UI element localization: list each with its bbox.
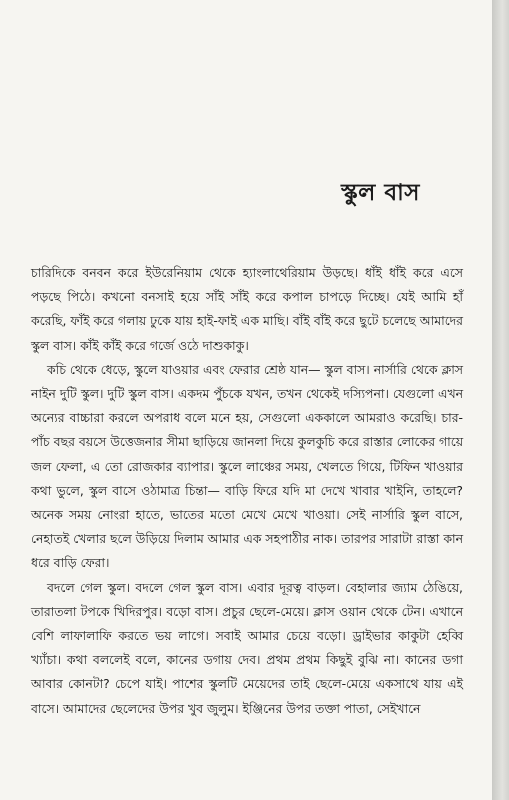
page-edge-shadow — [492, 0, 509, 800]
paragraph-1: চারিদিকে বনবন করে ইউরেনিয়াম থেকে হ্যাংলাথেরিয়াম উড়ছে। ধাঁই ধাঁই করে এসে পড়ছে পিঠে। কখনো বনসাই হয়ে সাঁই সাঁই করে কপাল চাপড়ে দিচ্ছে। যেই আমি হাঁ করেছি, ফাঁই করে গলায় ঢুকে যায় হাই-ফাই এক মাছি। বাঁই বাঁই করে ছুটে চলেছে আমাদের স্কুল বাস। কাঁই কাঁই করে গর্জে ওঠে দাশুকাকু। — [31, 265, 463, 353]
chapter-body — [31, 261, 463, 721]
paragraph-3: বদলে গেল স্কুল। বদলে গেল স্কুল বাস। এবার দূরত্ব বাড়ল। বেহালার জ্যাম ঠেঙিয়ে, তারাতলা টপকে খিদিরপুর। বড়ো বাস। প্রচুর ছেলে-মেয়ে। ক্লাস ওয়ান থেকে টেন। এখানে বেশি লাফালাফি করতে ভয় লাগে। সবাই আমার চেয়ে বড়ো। ড্রাইভার কাকুটা হেব্বি খ্যাঁচা। কথা বললেই বলে, কানের ডগায় দেব। প্রথম প্রথম কিছুই বুঝি না। কানের ডগা আবার কোনটা? চেপে যাই। পাশের স্কুলটি মেয়েদের তাই ছেলে-মেয়ে একসাথে যায় এই বাসে। আমাদের ছেলেদের উপর খুব জুলুম। ইঞ্জিনের উপর তক্তা পাতা, সেইখানে — [31, 579, 463, 716]
chapter-title: স্কুল বাস — [341, 180, 420, 206]
paragraph-2: কচি থেকে ধেড়ে, স্কুলে যাওয়ার এবং ফেরার শ্রেষ্ঠ যান— স্কুল বাস। নার্সারি থেকে ক্লাস নাইন দুটি স্কুল। দুটি স্কুল বাস। একদম পুঁচকে যখন, তখন থেকেই দস্যিপনা। যেগুলো এখন অন্যের বাচ্চারা করলে অপরাধ বলে মনে হয়, সেগুলো এককালে আমরাও করেছি। চার-পাঁচ বছর বয়সে উত্তেজনার সীমা ছাড়িয়ে জানলা দিয়ে কুলকুচি করে রাস্তার লোকের গায়ে জল ফেলা, এ তো রোজকার ব্যাপার। স্কুলে লাঞ্চের সময়, খেলতে গিয়ে, টিফিন খাওয়ার কথা ভুলে, স্কুল বাসে ওঠামাত্র চিন্তা— বাড়ি ফিরে যদি মা দেখে খাবার খাইনি, তাহলে? অনেক সময় নোংরা হাতে, ভাতের মতো মেখে মেখে খাওয়া। সেই নার্সারি স্কুল বাসে, নেহাতই খেলার ছলে উড়িয়ে দিলাম আমার এক সহপাঠীর নাক। তারপর সারাটা রাস্তা কান ধরে বাড়ি ফেরা। — [31, 361, 463, 571]
